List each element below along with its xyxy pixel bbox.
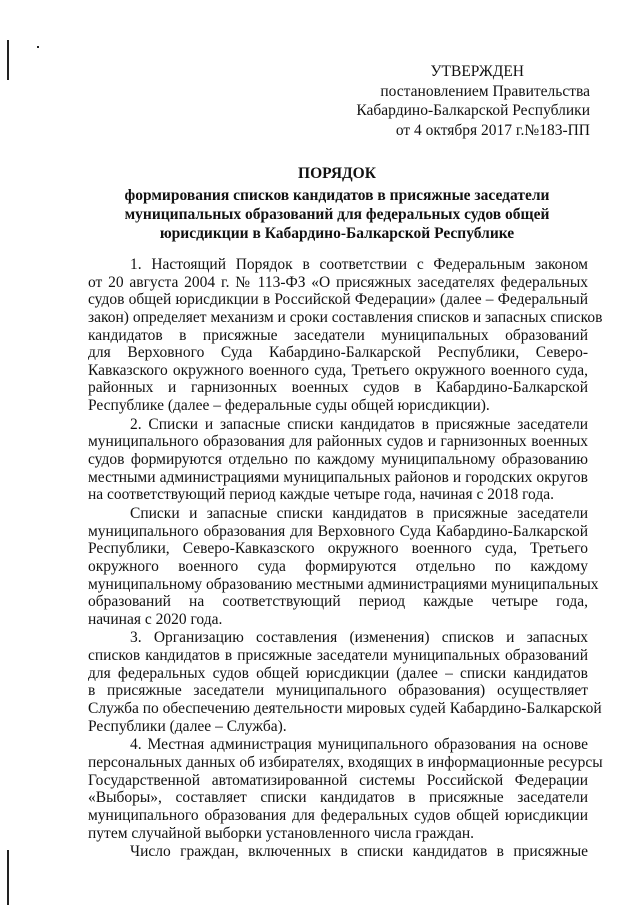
paragraph xyxy=(88,629,602,735)
title-heading: ПОРЯДОК xyxy=(298,165,376,182)
paragraph-line: 2. Списки и запасные списки кандидатов в присяжные заседатели xyxy=(130,415,588,433)
paragraph-line: 4. Местная администрация муниципального образования на основе xyxy=(130,736,588,754)
scan-margin-mark xyxy=(7,850,9,905)
paragraph-line: начиная с 2020 года. xyxy=(88,610,223,628)
paragraph xyxy=(88,504,599,628)
paragraph-line: муниципального образования для районных судов и гарнизонных военных xyxy=(88,433,588,451)
paragraph-line: Государственной автоматизированной системы Российской Федерации xyxy=(88,771,588,789)
title-subtitle-line: муниципальных образований для федеральных судов общей xyxy=(124,206,550,223)
paragraph xyxy=(88,416,588,504)
paragraph xyxy=(88,736,603,842)
paragraph-line: судов общей юрисдикции в Российской Федерации» (далее – Федеральный xyxy=(88,291,588,309)
paragraph-line: Республике (далее – федеральные суды общей юрисдикции). xyxy=(88,397,490,415)
paragraph xyxy=(88,843,588,861)
document-body xyxy=(88,256,603,862)
paragraph-line: Служба по обеспечению деятельности мировых судей Кабардино-Балкарской xyxy=(88,700,602,718)
approval-line: Кабардино-Балкарской Республики xyxy=(356,102,590,119)
paragraph-line: Кавказского окружного военного суда, Третьего окружного военного суда, xyxy=(88,361,588,379)
paragraph-line: списков кандидатов в присяжные заседатели муниципальных образований xyxy=(88,647,588,665)
paragraph-line: муниципального образования для Верховного Суда Кабардино-Балкарской xyxy=(88,522,588,540)
paragraph-line: Списки и запасные списки кандидатов в присяжные заседатели xyxy=(130,504,588,522)
paragraph-line: от 20 августа 2004 г. № 113-ФЗ «О присяжных заседателях федеральных xyxy=(88,273,588,291)
paragraph-line: «Выборы», составляет списки кандидатов в присяжные заседатели xyxy=(88,789,588,807)
scan-margin-mark xyxy=(7,40,9,80)
paragraph-line: путем случайной выборки установленного числа граждан. xyxy=(88,824,475,842)
paragraph-line: закон) определяет механизм и сроки составления списков и запасных списков xyxy=(88,308,603,326)
document-title xyxy=(86,164,588,243)
approval-date: от 4 октября 2017 г.№183-ПП xyxy=(395,121,590,139)
title-subtitle-line: юрисдикции в Кабардино-Балкарской Республике xyxy=(159,225,515,242)
paragraph-line: Республики, Северо-Кавказского окружного военного суда, Третьего xyxy=(88,540,588,558)
approval-stamp: УТВЕРЖДЕН xyxy=(430,63,524,80)
paragraph-line: на соответствующий период каждые четыре года, начиная с 2018 года. xyxy=(88,486,554,504)
scan-speck xyxy=(37,46,39,48)
paragraph-line: Число граждан, включенных в списки кандидатов в присяжные xyxy=(130,843,588,861)
paragraph xyxy=(88,256,603,415)
paragraph-line: муниципального образования для федеральных судов общей юрисдикции xyxy=(88,806,588,824)
paragraph-line: персональных данных об избирателях, входящих в информационные ресурсы xyxy=(88,753,603,771)
paragraph-line: окружного военного суда формируются отдельно по каждому xyxy=(88,557,588,575)
paragraph-line: для Верховного Суда Кабардино-Балкарской Республики, Северо- xyxy=(88,344,588,362)
title-subtitle-line: формирования списков кандидатов в присяжные заседатели xyxy=(124,187,550,204)
paragraph-line: районных и гарнизонных военных судов в Кабардино-Балкарской xyxy=(88,379,588,397)
paragraph-line: Республики (далее – Служба). xyxy=(88,717,287,735)
paragraph-line: 1. Настоящий Порядок в соответствии с Федеральным законом xyxy=(130,256,588,273)
approval-line: постановлением Правительства xyxy=(380,82,590,100)
paragraph-line: местными администрациями муниципальных районов и городских округов xyxy=(88,468,588,486)
paragraph-line: 3. Организацию составления (изменения) списков и запасных xyxy=(130,629,588,647)
paragraph-line: муниципальному образованию местными администрациями муниципальных xyxy=(88,575,599,593)
paragraph-line: в присяжные заседатели муниципального образования) осуществляет xyxy=(88,682,588,700)
paragraph-line: кандидатов в присяжные заседатели муниципальных образований xyxy=(88,326,588,344)
paragraph-line: образований на соответствующий период каждые четыре года, xyxy=(88,593,588,611)
paragraph-line: судов формируются отдельно по каждому муниципальному образованию xyxy=(88,451,588,469)
paragraph-line: для федеральных судов общей юрисдикции (далее – списки кандидатов xyxy=(88,664,588,682)
approval-block xyxy=(330,62,590,140)
